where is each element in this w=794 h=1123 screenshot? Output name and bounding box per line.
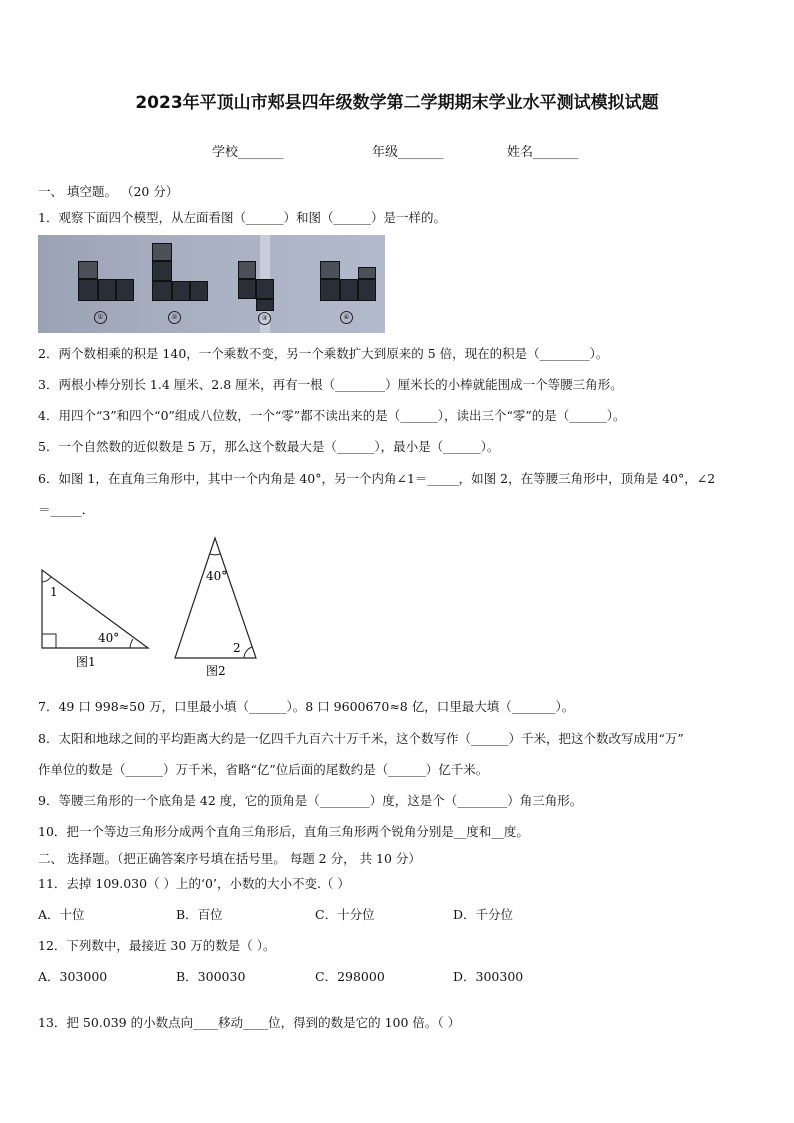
figure-2-isosceles-triangle <box>175 538 256 678</box>
question-3: 3．两根小棒分别长 1.4 厘米、2.8 厘米，再有一根（________）厘米长的小棒就能围成一个等腰三角形。 <box>38 377 623 392</box>
name-field[interactable]: 姓名_______ <box>507 145 579 160</box>
school-field[interactable]: 学校_______ <box>212 145 284 160</box>
q11-option-b[interactable]: B．百位 <box>176 907 223 922</box>
model-label-4: ④ <box>340 311 353 324</box>
question-1: 1．观察下面四个模型，从左面看图（______）和图（______）是一样的。 <box>38 210 446 225</box>
q11-option-a[interactable]: A．十位 <box>38 907 85 922</box>
question-5: 5．一个自然数的近似数是 5 万，那么这个数最大是（______），最小是（______）。 <box>38 439 500 454</box>
question-8: 8．太阳和地球之间的平均距离大约是一亿四千九百六十万千米，这个数写作（______）千米，把这个数改写成用“万” <box>38 731 684 746</box>
question-6: 6．如图 1，在直角三角形中，其中一个内角是 40°，另一个内角∠1＝_____，如图 2，在等腰三角形中，顶角是 40°，∠2 <box>38 471 716 486</box>
triangle-figures <box>30 530 270 682</box>
question-11: 11．去掉 109.030（ ）上的‘0’，小数的大小不变.（ ） <box>38 876 350 891</box>
angle-2-label: 2 <box>233 641 241 655</box>
question-9: 9．等腰三角形的一个底角是 42 度，它的顶角是（________）度，这是个（________）角三角形。 <box>38 793 583 808</box>
model-label-1: ① <box>94 311 107 324</box>
figure-1-caption: 图1 <box>76 655 96 669</box>
question-6-continued: ＝_____． <box>38 502 95 517</box>
model-label-2: ② <box>168 311 181 324</box>
model-label-3: ③ <box>258 312 271 325</box>
block-models-photo <box>38 235 385 333</box>
q11-option-d[interactable]: D．千分位 <box>453 907 514 922</box>
q11-option-c[interactable]: C．十分位 <box>315 907 375 922</box>
q12-option-a[interactable]: A．303000 <box>38 969 108 984</box>
page-title: 2023年平顶山市郏县四年级数学第二学期期末学业水平测试模拟试题 <box>135 93 659 113</box>
question-13: 13．把 50.039 的小数点向____移动____位，得到的数是它的 100 倍。（ ） <box>38 1015 461 1030</box>
section-heading-multiple-choice: 二、 选择题。（把正确答案序号填在括号里。 每题 2 分， 共 10 分） <box>38 851 421 866</box>
section-heading-fill-blank: 一、 填空题。 （20 分） <box>38 184 179 199</box>
figure-2-caption: 图2 <box>206 664 226 678</box>
angle-1-label: 1 <box>50 585 58 599</box>
grade-field[interactable]: 年级_______ <box>372 145 444 160</box>
question-8-continued: 作单位的数是（______）万千米，省略“亿”位后面的尾数约是（______）亿千米。 <box>38 762 489 777</box>
question-7: 7．49 口 998≈50 万，口里最小填（______）。8 口 9600670≈8 亿，口里最大填（_______）。 <box>38 699 575 714</box>
angle-40-label-fig2: 40° <box>206 569 228 583</box>
q12-option-d[interactable]: D．300300 <box>453 969 524 984</box>
angle-40-label-fig1: 40° <box>98 631 120 645</box>
q12-option-b[interactable]: B．300030 <box>176 969 246 984</box>
question-10: 10．把一个等边三角形分成两个直角三角形后，直角三角形两个锐角分别是__度和__度。 <box>38 824 529 839</box>
question-12: 12．下列数中，最接近 30 万的数是（ ）。 <box>38 938 276 953</box>
question-2: 2．两个数相乘的积是 140，一个乘数不变，另一个乘数扩大到原来的 5 倍，现在的积是（________）。 <box>38 346 609 361</box>
question-4: 4．用四个“3”和四个“0”组成八位数，一个“零”都不读出来的是（______），读出三个“零”的是（______）。 <box>38 408 626 423</box>
figure-1-right-triangle <box>42 570 148 669</box>
q12-option-c[interactable]: C．298000 <box>315 969 385 984</box>
